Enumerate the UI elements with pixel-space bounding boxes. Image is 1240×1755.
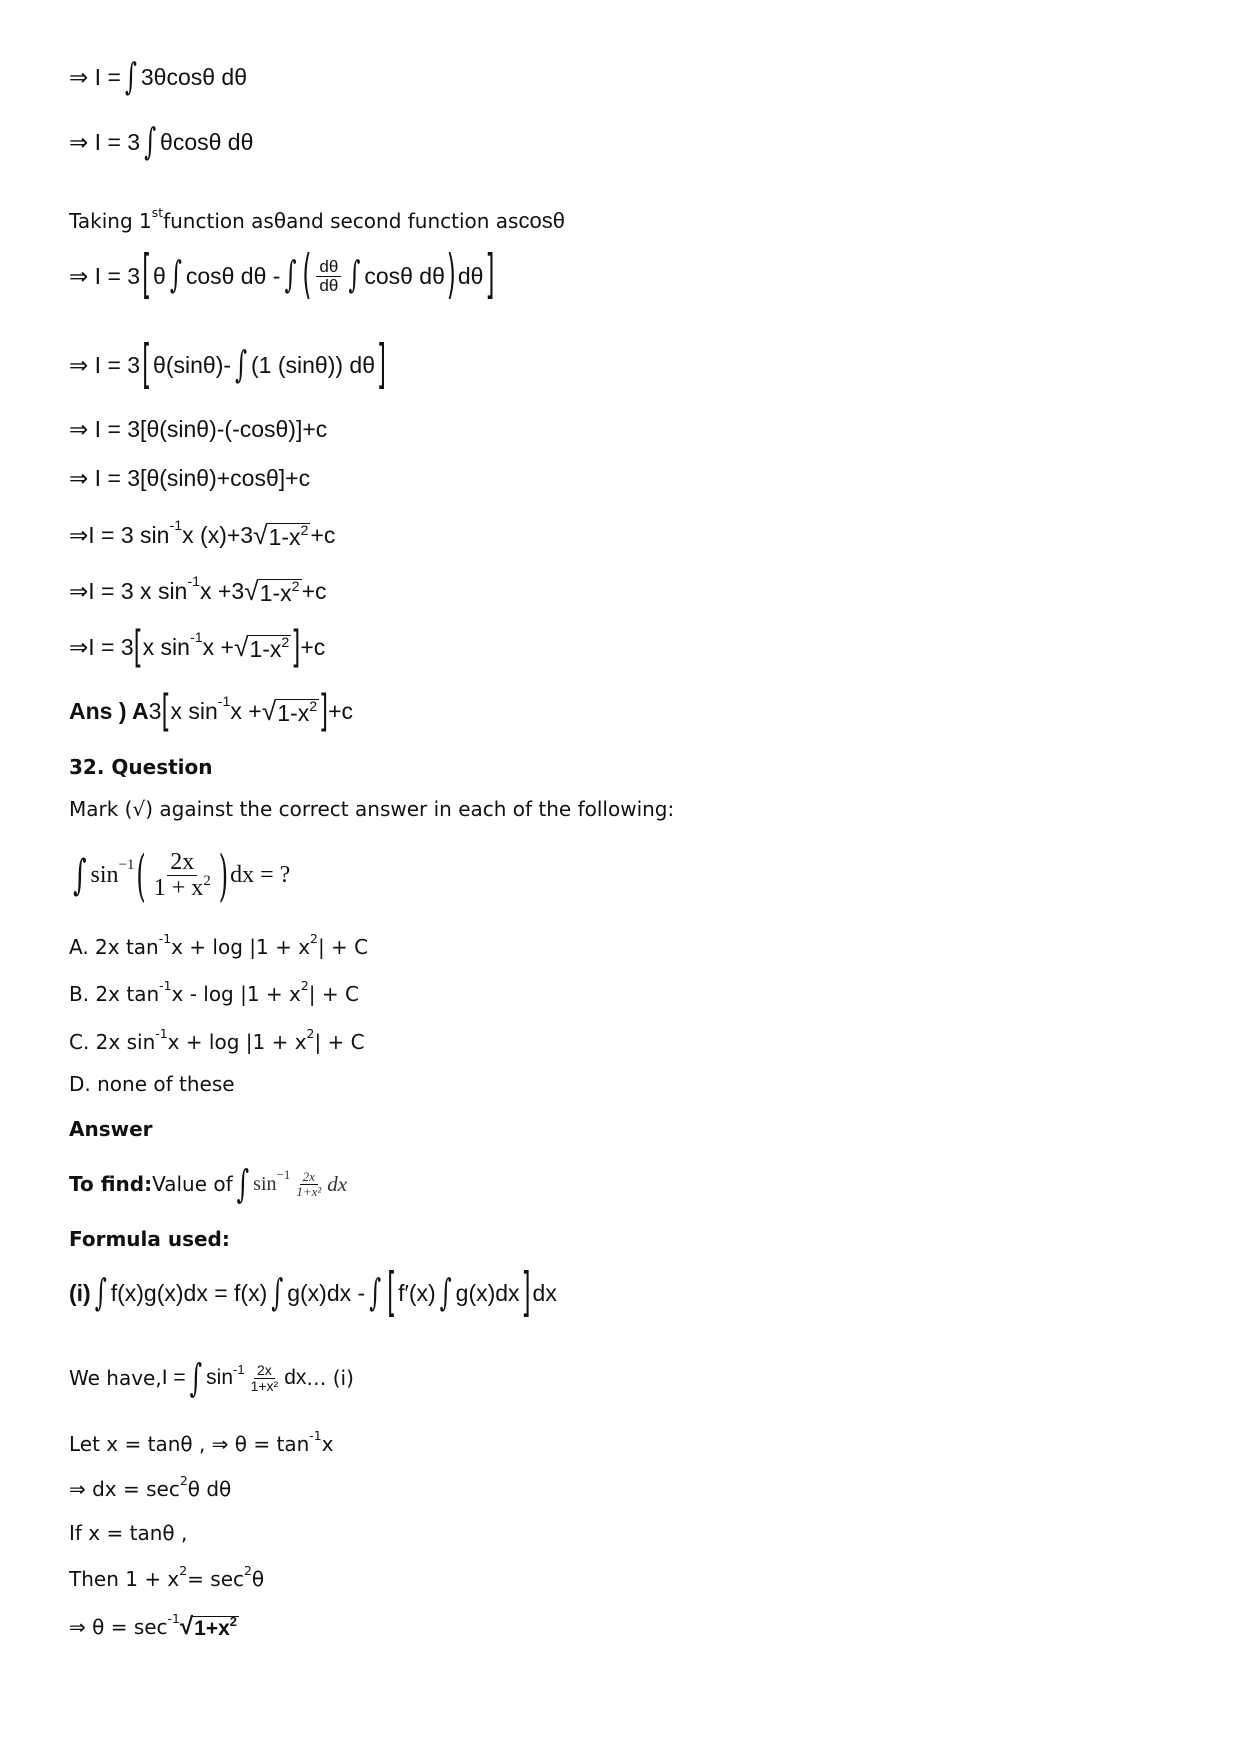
- integral-sign: ∫: [144, 121, 157, 164]
- option-text: x - log |1 + x: [171, 982, 301, 1006]
- formula-part: g(x)dx: [455, 1280, 520, 1306]
- radicand-text: 1-x: [259, 580, 292, 606]
- bracket-open: [: [387, 1263, 397, 1324]
- answer-heading-text: Answer: [69, 1117, 153, 1141]
- eq-part: θ: [153, 262, 166, 289]
- superscript: 2: [244, 1562, 252, 1578]
- question-title-text: 32. Question: [69, 755, 213, 779]
- text-span: We have,: [69, 1366, 162, 1391]
- equation-line-1: [69, 56, 247, 99]
- eq-part: ⇒I = 3 sin: [69, 522, 170, 548]
- superscript: -1: [217, 693, 231, 710]
- text-span: … (i): [306, 1366, 354, 1391]
- option-b: [69, 977, 359, 1006]
- superscript: -1: [189, 629, 203, 646]
- superscript: 2: [300, 977, 309, 993]
- fraction: [151, 850, 214, 901]
- option-c: [69, 1025, 365, 1054]
- bracket-open: [: [142, 335, 152, 396]
- formula-part: dx: [532, 1280, 557, 1306]
- bracket-close: ]: [521, 1263, 531, 1324]
- integral-sign: ∫: [94, 1272, 107, 1315]
- superscript: -1: [159, 977, 172, 993]
- radical-sign: √: [179, 1613, 194, 1640]
- eq-part: x +: [202, 634, 234, 660]
- superscript: -1: [309, 1427, 322, 1443]
- radicand-text: 1-x: [249, 636, 282, 662]
- option-text: x + log |1 + x: [171, 935, 311, 959]
- text-span: θ: [251, 1567, 265, 1591]
- eq-part: +c: [300, 634, 326, 660]
- eq-part: I =: [161, 1366, 186, 1390]
- superscript: 2: [203, 872, 211, 889]
- radical-sign: √: [261, 696, 277, 726]
- radicand: [267, 523, 311, 551]
- radicand: [247, 635, 291, 663]
- integral-sign: ∫: [348, 255, 361, 298]
- option-text: B. 2x tan: [69, 982, 160, 1006]
- we-have-line: [69, 1355, 354, 1401]
- equation-line-4: [69, 246, 496, 307]
- integral-sign: ∫: [271, 1272, 284, 1315]
- question-title: [69, 755, 213, 779]
- text-span: Then 1 + x: [69, 1567, 180, 1591]
- to-find-line: [69, 1161, 348, 1207]
- numerator: dθ: [316, 258, 341, 277]
- superscript: 2: [281, 635, 290, 652]
- square-root: [244, 576, 301, 607]
- equation-line-2: [69, 121, 254, 164]
- eq-part: x +: [230, 698, 262, 724]
- numerator: 2x: [167, 850, 197, 876]
- paren-close: ): [446, 246, 456, 307]
- superscript: 2: [300, 523, 309, 540]
- text-span: Value of: [152, 1172, 233, 1197]
- superscript: −1: [276, 1167, 291, 1183]
- option-text: | + C: [308, 982, 359, 1006]
- paren-open: (: [302, 246, 312, 307]
- radicand: [275, 699, 319, 727]
- integral-sign: ∫: [189, 1355, 203, 1401]
- text-span: Taking 1: [69, 209, 152, 233]
- superscript: −1: [118, 856, 135, 873]
- equation-line-5: [69, 335, 388, 396]
- text-span: ⇒ θ = sec: [69, 1615, 168, 1639]
- eq-part: θ(sinθ)-: [153, 352, 232, 378]
- equation-line-10: [69, 622, 326, 673]
- fraction: [248, 1363, 282, 1393]
- text-line-taking: [69, 204, 565, 234]
- denominator-text: 1 + x: [153, 875, 204, 902]
- option-a: [69, 930, 369, 959]
- radical-sign: √: [233, 632, 249, 662]
- eq-part: cosθ dθ: [364, 262, 445, 289]
- option-text: | + C: [317, 935, 369, 959]
- sin-text: sin: [253, 1172, 277, 1195]
- bracket-open: [: [142, 246, 152, 307]
- radicand-text: 1+x: [194, 1617, 230, 1640]
- integral-sign: ∫: [236, 1161, 250, 1207]
- integral-sign: ∫: [124, 56, 137, 99]
- equation-line-6: [69, 416, 327, 443]
- bracket-close: ]: [291, 622, 301, 673]
- question-expression: [69, 843, 291, 908]
- eq-part: +c: [328, 698, 354, 724]
- radicand: [258, 579, 302, 607]
- eq-part: (1 (sinθ)) dθ: [251, 352, 375, 378]
- square-root: [180, 1613, 239, 1641]
- bracket-open: [: [133, 622, 143, 673]
- superscript: 2: [309, 699, 318, 716]
- text-span: Let x = tanθ , ⇒ θ = tan: [69, 1432, 310, 1456]
- text-span: = sec: [187, 1567, 244, 1591]
- fraction: [293, 1170, 324, 1198]
- let-line: [69, 1427, 334, 1456]
- integral-sign: ∫: [369, 1272, 382, 1315]
- integral-sign: ∫: [284, 255, 297, 298]
- eq-part: +c: [310, 522, 336, 548]
- formula-line: [69, 1263, 557, 1324]
- paren-open: (: [136, 843, 146, 908]
- eq-text: ⇒ I = 3[θ(sinθ)+cosθ]+c: [69, 465, 311, 491]
- theta-line: [69, 1610, 239, 1641]
- eq-part: x sin: [142, 634, 190, 660]
- answer-heading: [69, 1117, 153, 1141]
- then-line: [69, 1562, 265, 1591]
- option-d: [69, 1072, 235, 1096]
- paren-close: ): [218, 843, 229, 908]
- eq-prefix: ⇒ I = 3: [69, 262, 141, 289]
- eq-part: ⇒I = 3 x sin: [69, 578, 188, 604]
- integral-sign: ∫: [235, 344, 247, 387]
- bracket-close: ]: [376, 335, 386, 396]
- eq-part: +c: [301, 578, 327, 604]
- sin-text: sin: [206, 1366, 234, 1390]
- square-root: [234, 632, 291, 663]
- answer-label: Ans ) A: [69, 698, 149, 724]
- eq-text: ⇒ I = 3[θ(sinθ)-(-cosθ)]+c: [69, 416, 328, 442]
- superscript: -1: [167, 1610, 180, 1626]
- superscript: 2: [310, 930, 318, 946]
- radical-sign: √: [244, 576, 259, 606]
- dx-text: dx: [327, 1171, 348, 1196]
- eq-part: x (x)+3: [182, 522, 254, 548]
- superscript: -1: [233, 1361, 245, 1377]
- radical-sign: √: [253, 520, 268, 550]
- superscript: -1: [158, 930, 172, 946]
- superscript: -1: [169, 517, 183, 534]
- question-instruction: [69, 797, 674, 821]
- denominator: 1+x²: [250, 1377, 279, 1394]
- square-root: [253, 520, 310, 551]
- bracket-close: ]: [319, 686, 329, 737]
- superscript: 2: [229, 1613, 238, 1629]
- formula-part: f′(x): [398, 1280, 436, 1306]
- bracket-open: [: [161, 686, 171, 737]
- eq-part: dθ: [457, 262, 484, 289]
- denominator: [151, 872, 214, 902]
- if-line: [69, 1521, 187, 1545]
- formula-label: (i): [69, 1280, 91, 1306]
- superscript: st: [151, 204, 164, 220]
- eq-integrand: 3θcosθ dθ: [140, 64, 247, 90]
- option-text: A. 2x tan: [69, 935, 159, 959]
- to-find-label: To find:: [69, 1172, 153, 1197]
- superscript: -1: [155, 1025, 168, 1041]
- eq-prefix: ⇒ I = 3: [69, 352, 141, 378]
- eq-prefix: ⇒ I =: [69, 64, 121, 90]
- instruction-text: Mark (√) against the correct answer in each of the following:: [69, 797, 675, 821]
- formula-heading: [69, 1227, 230, 1251]
- equation-line-9: [69, 573, 327, 607]
- text-span: and second function as: [286, 209, 519, 233]
- option-text: D. none of these: [69, 1072, 235, 1096]
- equation-line-7: [69, 465, 310, 492]
- text-span: ⇒ dx = sec: [69, 1477, 180, 1501]
- square-root: [262, 696, 319, 727]
- eq-part: x sin: [170, 698, 218, 724]
- numerator: 2x: [300, 1170, 318, 1185]
- theta-symbol: θ: [273, 208, 287, 233]
- option-text: C. 2x sin: [69, 1030, 156, 1054]
- superscript: 2: [291, 579, 300, 596]
- dx-line: [69, 1472, 232, 1501]
- superscript: -1: [187, 573, 201, 590]
- option-text: | + C: [314, 1030, 365, 1054]
- formula-part: g(x)dx -: [287, 1280, 366, 1306]
- eq-part: 3: [148, 698, 162, 724]
- fraction-dtheta: [316, 258, 341, 295]
- superscript: 2: [179, 1472, 188, 1488]
- answer-line: [69, 686, 354, 737]
- eq-prefix: ⇒ I = 3: [69, 129, 141, 155]
- eq-integrand: θcosθ dθ: [160, 129, 254, 155]
- superscript: 2: [179, 1562, 188, 1578]
- eq-part: ⇒I = 3: [69, 634, 134, 660]
- dx-text: dx: [284, 1366, 307, 1390]
- option-text: x + log |1 + x: [167, 1030, 307, 1054]
- formula-part: f(x)g(x)dx = f(x): [110, 1280, 268, 1306]
- integral-sign: ∫: [169, 255, 182, 298]
- expr-tail: dx = ?: [230, 862, 291, 889]
- numerator: 2x: [254, 1363, 275, 1379]
- denominator: 1+x²: [296, 1183, 322, 1199]
- text-span: x: [321, 1432, 334, 1456]
- sin-text: sin: [90, 862, 119, 889]
- cos-theta: cosθ: [518, 208, 565, 233]
- radicand-text: 1-x: [277, 700, 310, 726]
- eq-part: x +3: [200, 578, 245, 604]
- text-span: If x = tanθ ,: [69, 1521, 188, 1545]
- bracket-close: ]: [485, 246, 495, 307]
- radicand: [192, 1613, 239, 1641]
- equation-line-8: [69, 517, 336, 551]
- denominator: dθ: [319, 275, 339, 295]
- integral-sign: ∫: [439, 1272, 452, 1315]
- text-span: function as: [163, 209, 274, 233]
- text-span: θ dθ: [187, 1477, 232, 1501]
- radicand-text: 1-x: [268, 524, 301, 550]
- integral-sign: ∫: [73, 851, 87, 900]
- superscript: 2: [306, 1025, 315, 1041]
- eq-part: cosθ dθ -: [185, 262, 281, 289]
- formula-heading-text: Formula used:: [69, 1227, 230, 1251]
